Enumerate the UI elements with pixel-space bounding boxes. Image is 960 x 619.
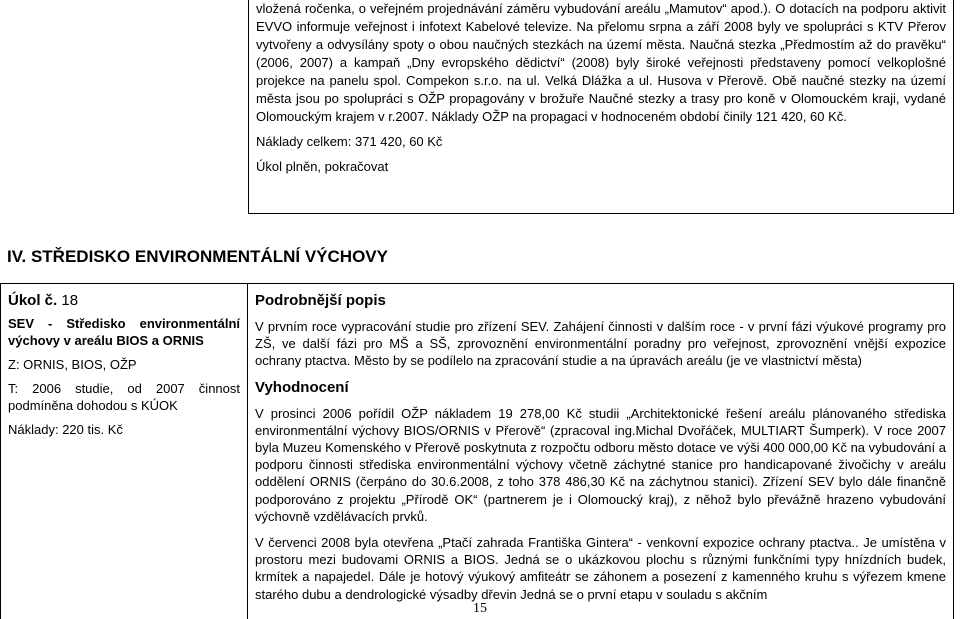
previous-task-evaluation-cell xyxy=(248,0,954,214)
task-costs: Náklady: 220 tis. Kč xyxy=(8,422,123,437)
details-text: V prvním roce vypracování studie pro zřízení SEV. Zahájení činnosti v dalším roce - v první fázi výukové programy pro ZŠ, ve další fázi pro MŠ a SŠ, zprovoznění environmentální poradny pro veřejnost, zprovoznění vnější expozice ochrany ptactva. Město by se podílelo na zpracování studie a na úpravách areálu (je ve vlastnictví města) xyxy=(255,319,946,369)
task-number-value: 18 xyxy=(61,292,79,309)
section-heading: IV. STŘEDISKO ENVIRONMENTÁLNÍ VÝCHOVY xyxy=(7,247,388,266)
evaluation-heading: Vyhodnocení xyxy=(255,378,349,396)
task-title: SEV - Středisko environmentální výchovy v areálu BIOS a ORNIS xyxy=(8,316,240,348)
task-deadline: T: 2006 studie, od 2007 činnost podmíněna dohodou s KÚOK xyxy=(8,381,240,413)
top-paragraph: vložená ročenka, o veřejném projednávání záměru vybudování areálu „Mamutov“ apod.). O dotacích na podporu aktivit EVVO informuje veřejnost i infotext Kabelové televize. Na přelomu srpna a září 2008 byly ve spolupráci s KTV Přerov vytvořeny a odvysílány spoty o obou naučných stezkách na území města. Naučná stezka „Předmostím až do pravěku“ (2006, 2007) a kampaň „Dny evropského dědictví“ (2008) byly široké veřejnosti představeny pomocí velkoplošné projekce na panelu spol. Compekon s.r.o. na ul. Velká Dlážka a ul. Husova v Přerově. Obě naučné stezky na území města jsou po spolupráci s OŽP propagovány v brožuře Naučné stezky a trasy pro koně v Olomouckém kraji, vydané Olomouckým krajem v r.2007. Náklady OŽP na propagaci v hodnoceném období činily 121 420, 60 Kč. xyxy=(256,1,946,124)
details-heading: Podrobnější popis xyxy=(255,292,386,309)
task-status: Úkol plněn, pokračovat xyxy=(256,159,389,174)
page-number: 15 xyxy=(473,601,487,616)
task-details-cell xyxy=(248,283,954,619)
total-costs: Náklady celkem: 371 420, 60 Kč xyxy=(256,134,443,149)
task-number xyxy=(8,292,240,309)
task-responsible: Z: ORNIS, BIOS, OŽP xyxy=(8,357,137,372)
evaluation-paragraph-1: V prosinci 2006 pořídil OŽP nákladem 19 278,00 Kč studii „Architektonické řešení areálu plánovaného střediska environmentální výchovy BIOS/ORNIS v Přerově“ (zpracoval ing.Michal Dvořáček, MULTIART Šumperk). V roce 2007 byla Muzeu Komenského v Přerově poskytnuta z rozpočtu odboru město dotace ve výši 400 000,00 Kč na vybudování a podporu činnosti střediska environmentální výchovy včetně záchytné stanice pro handicapované živočichy v areálu oddělení ORNIS (čerpáno do 30.6.2008, z toho 378 486,30 Kč na záchytnou stanici). Zřízení SEV bylo dále finančně podporováno z projektu „Přírodě OK“ (partnerem je i Olomoucký kraj), z něhož bylo převážně hrazeno vybudování výchovně vzdělávacích prvků. xyxy=(255,405,946,524)
task-summary-cell xyxy=(0,283,248,619)
task-label: Úkol č. xyxy=(8,292,58,309)
evaluation-paragraph-2: V červenci 2008 byla otevřena „Ptačí zahrada Františka Gintera“ - venkovní expozice ochrany ptactva.. Je umístěna v prostoru mezi budovami ORNIS a BIOS. Jedná se o ukázkovou plochu s různými funkčními typy hnízdních budek, krmítek a napajedel. Dále je hotový výukový amfiteátr se záhonem a posezení z kamenného kruhu s výřezem kmene starého dubu a dendrologické výsadby dřevin Jedná se o první etapu v souladu s akčním xyxy=(255,535,946,602)
